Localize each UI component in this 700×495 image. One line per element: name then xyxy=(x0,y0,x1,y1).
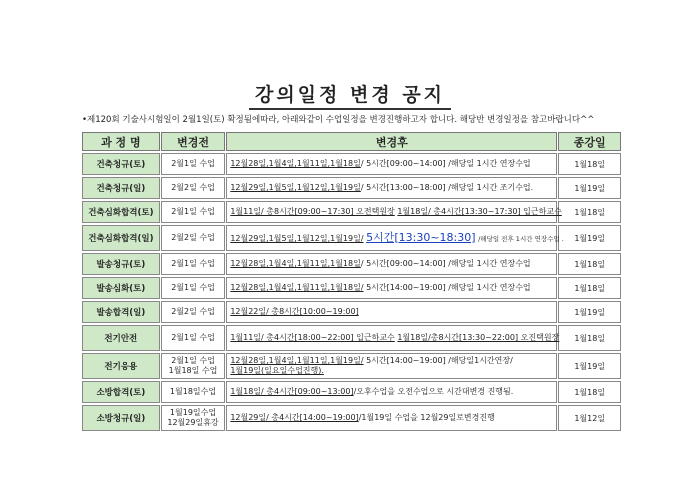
table-row xyxy=(82,381,621,403)
before-line-1: 1월19일수업 xyxy=(169,408,217,417)
after-dates: 12월29일,1월5일,1월12일,1월19일/ xyxy=(230,233,364,243)
after-detail: 5시간[14:00~19:00] /해당일 1시간 연장수업 xyxy=(363,283,531,292)
after-detail: / 5시간[09:00~14:00] /해당일 1시간 연장수업 xyxy=(360,159,531,168)
header-course: 과 정 명 xyxy=(82,132,160,151)
schedule-table xyxy=(81,130,622,433)
end-date: 1월18일 xyxy=(558,201,621,223)
course-name: 건축청규(일) xyxy=(82,177,160,199)
before-cell: 2월2일 수업 xyxy=(161,301,226,323)
end-date: 1월18일 xyxy=(558,381,621,403)
course-name: 발송청규(토) xyxy=(82,253,160,275)
table-row xyxy=(82,253,621,275)
course-name: 소방합격(토) xyxy=(82,381,160,403)
after-cell xyxy=(226,201,562,223)
after-dates: 12월29일/ 총4시간[14:00~19:00] xyxy=(230,413,359,422)
after-cell xyxy=(226,301,557,323)
before-cell: 2월1일 수업 xyxy=(161,277,226,299)
after-dates: 12월28일,1월4일,1월11일,1월18일/ xyxy=(230,283,364,292)
after-cell xyxy=(226,325,560,351)
end-date: 1월19일 xyxy=(558,225,621,251)
after-dates: 12월28일,1월4일,1월11일,1월19일/ xyxy=(230,356,364,365)
end-date: 1월19일 xyxy=(558,301,621,323)
course-name: 발송심화(토) xyxy=(82,277,160,299)
course-name: 건축청규(토) xyxy=(82,153,160,175)
after-cell xyxy=(226,353,557,379)
end-date: 1월19일 xyxy=(558,177,621,199)
table-header-row xyxy=(82,132,621,151)
before-cell: 2월2일 수업 xyxy=(161,225,226,251)
after-cell xyxy=(226,177,557,199)
table-row xyxy=(82,225,621,251)
end-date: 1월19일 xyxy=(558,353,621,379)
after-detail: / 5시간[09:00~14:00] /해당일 1시간 연장수업 xyxy=(360,259,531,268)
table-row xyxy=(82,301,621,323)
course-name: 소방청규(일) xyxy=(82,405,160,431)
after-detail: 5시간[14:00~19:00] /해당일1시간연장/ xyxy=(363,356,513,365)
course-name: 전기안전 xyxy=(82,325,160,351)
table-row xyxy=(82,405,621,431)
table-row xyxy=(82,153,621,175)
after-dates: 1월11일/ 총4시간[18:00~22:00] 입근하교수 xyxy=(230,333,395,342)
before-cell: 2월1일 수업 xyxy=(161,153,226,175)
after-time-highlight: 5시간[13:30~18:30] xyxy=(366,230,476,244)
after-cell xyxy=(226,277,557,299)
course-name: 건축심화합격(일) xyxy=(82,225,160,251)
table-row xyxy=(82,277,621,299)
before-cell: 2월2일 수업 xyxy=(161,177,226,199)
course-name: 전기응용 xyxy=(82,353,160,379)
end-date: 1월12일 xyxy=(558,405,621,431)
header-before: 변경전 xyxy=(161,132,226,151)
after-detail: /1월19일 수업을 12월29일로변경진행 xyxy=(358,413,495,422)
table-row xyxy=(82,177,621,199)
after-cell xyxy=(226,381,557,403)
table-row xyxy=(82,353,621,379)
before-cell: 2월1일 수업 xyxy=(161,325,226,351)
before-cell xyxy=(161,353,226,379)
after-cell xyxy=(226,253,557,275)
table-row xyxy=(82,201,621,223)
before-line-2: 1월18일 수업 xyxy=(168,366,218,375)
end-date: 1월18일 xyxy=(558,325,621,351)
header-after: 변경후 xyxy=(226,132,557,151)
after-dates: 12월22일/ 총8시간[10:00~19:00] xyxy=(230,307,359,316)
after-detail: /오후수업을 오전수업으로 시간대변경 진행됨. xyxy=(353,387,514,396)
after-line-2: 1월19일(일요일수업진행). xyxy=(230,366,324,375)
after-dates-2: 1월18일/총8시간[13:30~22:00] 오진택원장 xyxy=(397,333,560,342)
after-dates: 1월18일/ 총4시간[09:00~13:00] xyxy=(230,387,354,396)
end-date: 1월18일 xyxy=(558,277,621,299)
end-date: 1월18일 xyxy=(558,253,621,275)
after-dates: 12월28일,1월4일,1월11일,1월18일 xyxy=(230,259,361,268)
after-detail: /해당일 전후 1시간 연장수업 . xyxy=(478,234,564,243)
table-row xyxy=(82,325,621,351)
course-name: 발송합격(일) xyxy=(82,301,160,323)
course-name: 건축심화합격(토) xyxy=(82,201,160,223)
after-cell xyxy=(226,153,557,175)
after-dates: 12월29일,1월5일,1월12일,1월19일 xyxy=(230,183,361,192)
page-title: 강의일정 변경 공지 xyxy=(249,80,451,110)
before-cell: 2월1일 수업 xyxy=(161,201,226,223)
before-cell xyxy=(161,405,226,431)
before-cell: 1월18일수업 xyxy=(161,381,226,403)
after-dates: 12월28일,1월4일,1월11일,1월18일 xyxy=(230,159,361,168)
end-date: 1월18일 xyxy=(558,153,621,175)
header-end: 종강일 xyxy=(558,132,621,151)
after-cell xyxy=(226,225,564,251)
before-line-2: 12월29일휴강 xyxy=(167,418,219,427)
after-cell xyxy=(226,405,557,431)
after-dates-2: 1월18일/ 총4시간[13:30~17:30] 입근하교수 xyxy=(397,207,562,216)
after-dates: 1월11일/ 총8시간[09:00~17:30] 오전택원장 xyxy=(230,207,395,216)
notice-text: •제120회 기술사시험일이 2월1일(토) 확정됨에따라, 아래와같이 수업일정을 변경진행하고자 합니다. 해당반 변경일정을 참고바랍니다^^ xyxy=(82,115,595,125)
title-wrapper xyxy=(0,80,700,110)
before-line-1: 2월1일 수업 xyxy=(171,356,215,365)
after-detail: / 5시간[13:00~18:00] /해당일 1시간 조기수업. xyxy=(360,183,534,192)
before-cell: 2월1일 수업 xyxy=(161,253,226,275)
